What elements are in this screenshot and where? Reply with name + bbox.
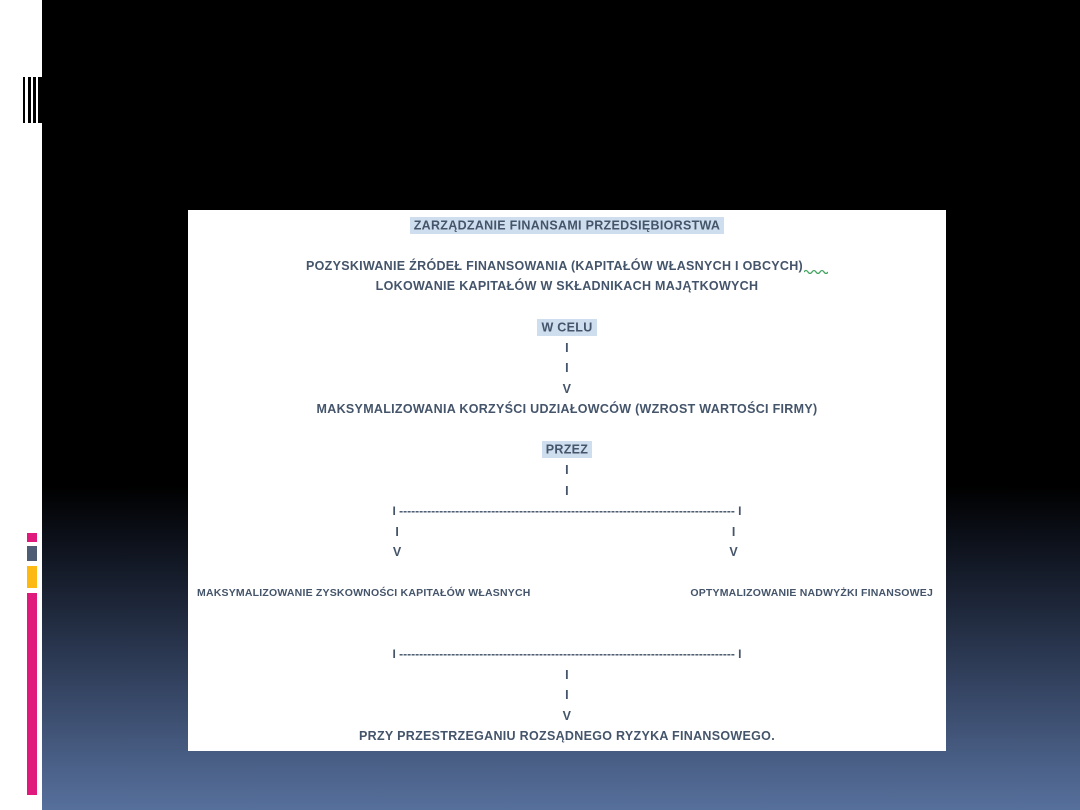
diagram-line-risk (188, 726, 946, 746)
line-text: POZYSKIWANIE ŹRÓDEŁ FINANSOWANIA (KAPITAŁÓW WŁASNYCH I OBCYCH) (305, 258, 804, 273)
diagram-spacer (188, 603, 946, 623)
arrow-head: V (729, 545, 739, 559)
stripe-bar (28, 77, 31, 123)
highlighted-text: ZARZĄDZANIE FINANSAMI PRZEDSIĘBIORSTWA (410, 217, 725, 234)
pink-accent-bar (27, 593, 37, 795)
branch-stems (188, 522, 946, 542)
stripe-bar (33, 77, 36, 123)
diagram-line-allocation (188, 276, 946, 296)
highlighted-text: W CELU (537, 319, 596, 336)
line-text: LOKOWANIE KAPITAŁÓW W SKŁADNIKACH MAJĄTKOWYCH (375, 279, 759, 294)
highlighted-text: PRZEZ (542, 441, 592, 458)
branch-label-right: OPTYMALIZOWANIE NADWYŻKI FINANSOWEJ (690, 586, 933, 599)
barcode-stripes-icon (23, 77, 43, 123)
line-text: PRZY PRZESTRZEGANIU ROZSĄDNEGO RYZYKA FINANSOWEGO. (359, 728, 775, 743)
branch-label-left: MAKSYMALIZOWANIE ZYSKOWNOŚCI KAPITAŁÓW WŁASNYCH (197, 586, 531, 599)
diagram-spacer (188, 419, 946, 439)
gray-square (27, 546, 37, 561)
branch-connector: I ------------------------------------------------------------------------------------ I (392, 504, 742, 519)
diagram-line-sources (188, 256, 946, 276)
diagram-spacer (188, 235, 946, 255)
merge-connector: I ------------------------------------------------------------------------------------ I (392, 647, 742, 662)
arrow-stem: I (395, 524, 400, 539)
arrow-stem: I (565, 340, 569, 355)
orange-square (27, 566, 37, 588)
line-text: MAKSYMALIZOWANIA KORZYŚCI UDZIAŁOWCÓW (WZROST WARTOŚCI FIRMY) (316, 401, 818, 416)
arrow-stem: I (731, 524, 736, 539)
branch-labels (188, 583, 946, 603)
arrow-stem: I (565, 463, 569, 478)
diagram-line-maximize-benefits (188, 399, 946, 419)
stripe-bar (38, 77, 44, 123)
diagram-title (188, 215, 946, 235)
arrow-stem: I (565, 361, 569, 376)
arrow-head: V (392, 545, 402, 559)
diagram-panel (188, 210, 946, 751)
branch-heads (188, 542, 946, 562)
pink-square (27, 533, 37, 542)
diagram-heading-goal (188, 317, 946, 337)
diagram-spacer (188, 297, 946, 317)
arrow-stem: I (565, 667, 569, 682)
diagram-heading-through (188, 440, 946, 460)
stripe-bar (23, 77, 25, 123)
arrow-head: V (562, 708, 572, 723)
arrow-stem: I (565, 688, 569, 703)
arrow-stem: I (565, 483, 569, 498)
arrow-head: V (562, 381, 572, 396)
diagram-spacer (188, 562, 946, 582)
diagram-spacer (188, 624, 946, 644)
